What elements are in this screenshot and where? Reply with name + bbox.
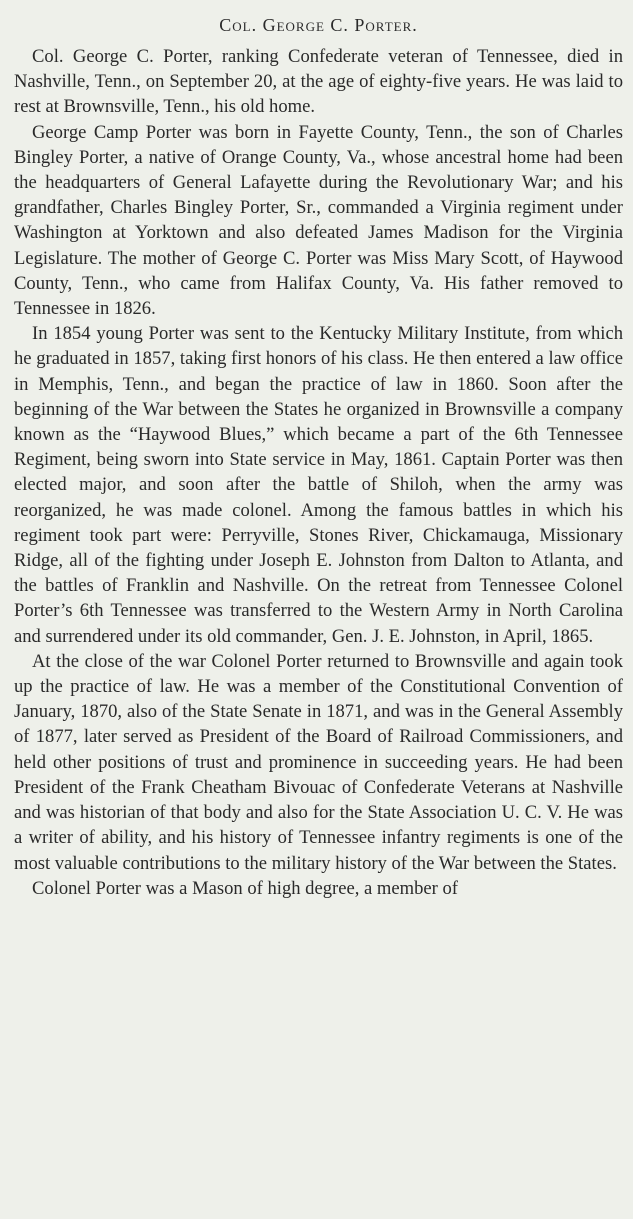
paragraph-mason: Colonel Porter was a Mason of high degree, a member of (32, 877, 458, 899)
paragraph-military-career: In 1854 young Porter was sent to the Kentucky Military Institute, from which he graduated in 1857, taking first honors of his class. He then entered a law office in Memphis, Tenn., and began the practice of law in 1860. Soon after the beginning of the War between the States he organized in Brownsville a company known as the “Haywood Blues,” which became a part of the 6th Tennessee Regiment, being sworn into State service in May, 1861. Captain Porter was then elected major, and soon after the battle of Shiloh, when the army was reorganized, he was made colonel. Among the famous battles in which his regiment took part were: Perryville, Stones River, Chickamauga, Missionary Ridge, all of the fighting under Joseph E. Johnston from Dalton to Atlanta, and the battles of Franklin and Nashville. On the retreat from Tennessee Colonel Porter’s 6th Tennessee was transferred to the Western Army in North Carolina and surrendered under its old commander, Gen. J. E. Johnston, in April, 1865. (14, 323, 623, 647)
paragraph-ancestry: George Camp Porter was born in Fayette County, Tenn., the son of Charles Bingley Porter, a native of Orange County, Va., whose ancestral home had been the headquarters of General Lafayette during the Revolutionary War; and his grandfather, Charles Bingley Porter, Sr., commanded a Virginia regiment under Washington at Yorktown and also defeated James Madison for the Virginia Legislature. The mother of George C. Porter was Miss Mary Scott, of Haywood County, Tenn., who came from Halifax County, Va. His father removed to Tennessee in 1826. (14, 121, 623, 320)
paragraph-postwar-career: At the close of the war Colonel Porter returned to Brownsville and again took up the practice of law. He was a member of the Constitutional Convention of January, 1870, also of the State Senate in 1871, and was in the General Assembly of 1877, later served as President of the Board of Railroad Commissioners, and held other positions of trust and prominence in succeeding years. He had been President of the Frank Cheatham Bivouac of Confederate Veterans at Nashville and was historian of that body and also for the State Association U. C. V. He was a writer of ability, and his history of Tennessee infantry regiments is one of the most valuable contributions to the military history of the War between the States. (14, 650, 623, 874)
article-body (14, 44, 623, 901)
paragraph-intro: Col. George C. Porter, ranking Confederate veteran of Tennessee, died in Nashville, Tenn., on September 20, at the age of eighty-five years. He was laid to rest at Brownsville, Tenn., his old home. (14, 46, 623, 118)
article-title: Col. George C. Porter. (219, 15, 418, 35)
